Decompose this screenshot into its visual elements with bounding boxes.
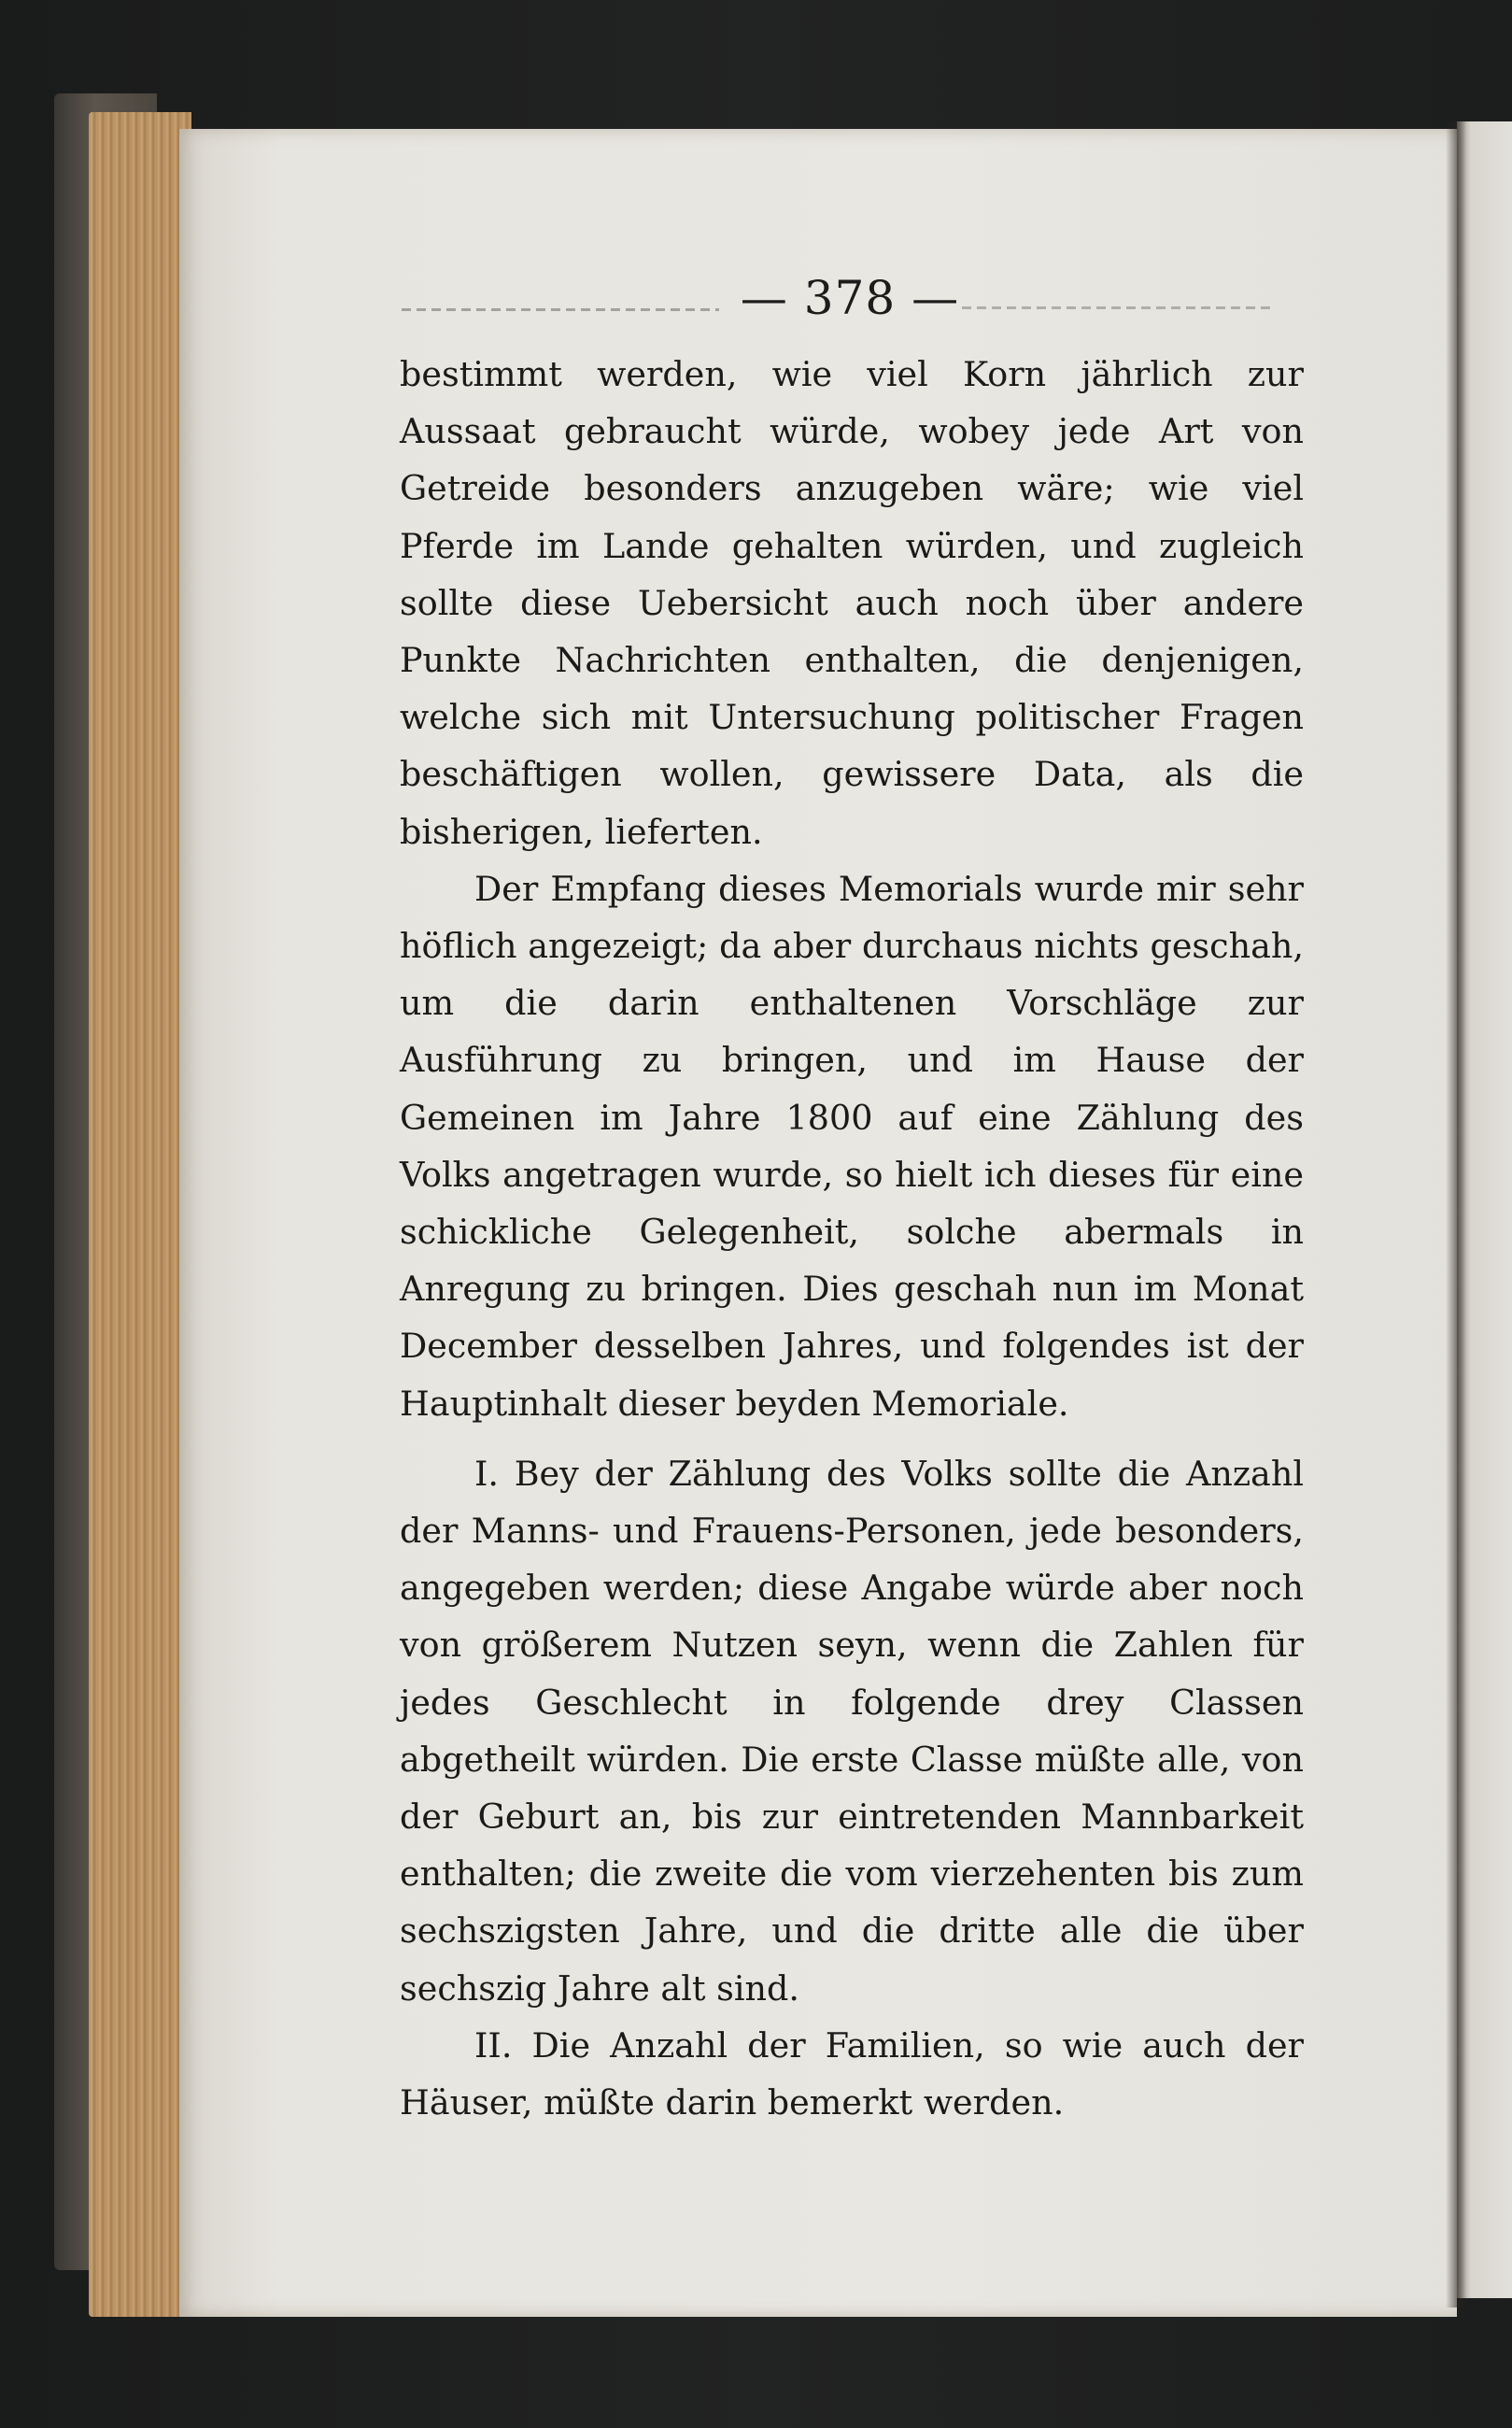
paragraph-item-two: II. Die Anzahl der Familien, so wie auch der Häuser, müßte darin bemerkt werden. <box>400 2024 1304 2123</box>
page-header <box>392 271 1279 336</box>
paragraph-continuation: bestimmt werden, wie viel Korn jährlich zur Aussaat gebraucht würde, wobey jede Art von Getreide besonders anzugeben wäre; wie viel Pferde im Lande gehalten würden, und zugleich sollte diese Uebersicht auch noch über andere Punkte Nachrichten enthalten, die denjenigen, welche sich mit Untersuchung politischer Fragen beschäftigen wollen, gewissere Data, als die bisherigen, lieferten. <box>400 354 1304 852</box>
page-block-edges <box>89 112 191 2317</box>
header-rule-right <box>962 306 1270 309</box>
body-text <box>400 346 1304 2131</box>
page-number: — 378 — <box>740 271 960 325</box>
gutter-shadow <box>1446 121 1466 2307</box>
header-rule-left <box>402 308 719 311</box>
paragraph-memorial-reception: Der Empfang dieses Memorials wurde mir sehr höflich angezeigt; da aber durchaus nichts geschah, um die darin enthaltenen Vorschläge zur Ausführung zu bringen, und im Hause der Gemeinen im Jahre 1800 auf eine Zählung des Volks angetragen wurde, so hielt ich dieses für eine schickliche Gelegenheit, solche abermals in Anregung zu bringen. Dies geschah nun im Monat December desselben Jahres, und folgendes ist der Hauptinhalt dieser beyden Memoriale. <box>400 868 1304 1424</box>
paragraph-item-one: I. Bey der Zählung des Volks sollte die Anzahl der Manns- und Frauens-Personen, jede besonders, angegeben werden; diese Angabe würde aber noch von größerem Nutzen seyn, wenn die Zahlen für jedes Geschlecht in folgende drey Classen abgetheilt würden. Die erste Classe müßte alle, von der Geburt an, bis zur eintretenden Mannbarkeit enthalten; die zweite die vom vierzehenten bis zum sechszigsten Jahre, und die dritte alle die über sechszig Jahre alt sind. <box>400 1453 1304 2009</box>
